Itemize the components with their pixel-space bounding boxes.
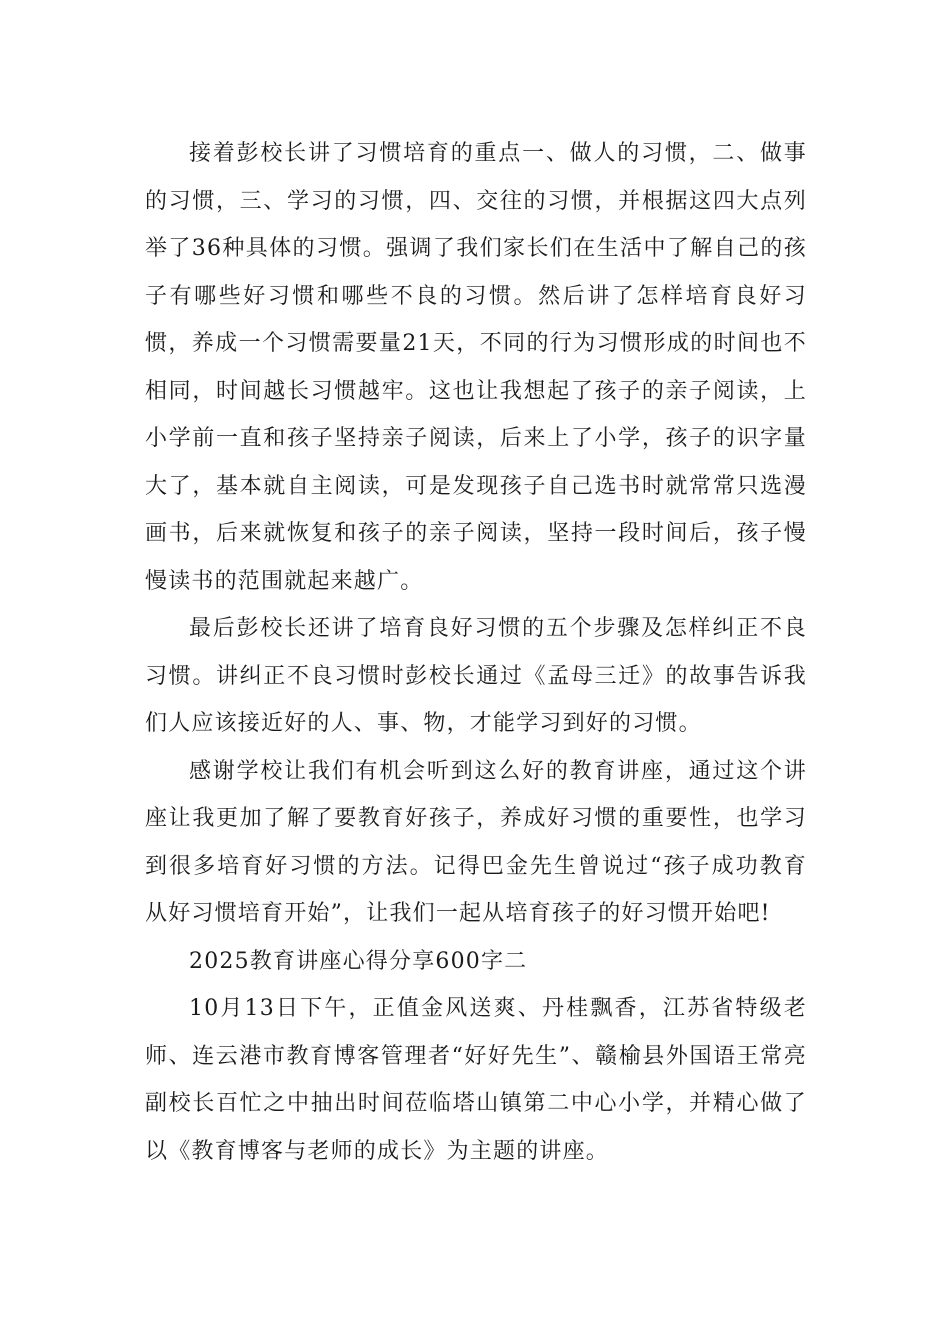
paragraph-lecture-intro: 10月13日下午，正值金风送爽、丹桂飘香，江苏省特级老师、连云港市教育博客管理者“好好先生”、赣榆县外国语王常亮副校长百忙之中抽出时间莅临塔山镇第二中心小学，并精心做了以《教育博客与老师的成长》为主题的讲座。	[145, 996, 807, 1164]
paragraph-five-steps: 最后彭校长还讲了培育良好习惯的五个步骤及怎样纠正不良习惯。讲纠正不良习惯时彭校长通过《孟母三迁》的故事告诉我们人应该接近好的人、事、物，才能学习到好的习惯。	[145, 616, 807, 736]
paragraph-thanks: 感谢学校让我们有机会听到这么好的教育讲座，通过这个讲座让我更加了解了要教育好孩子，养成好习惯的重要性，也学习到很多培育好习惯的方法。记得巴金先生曾说过“孩子成功教育从好习惯培育开始”，让我们一起从培育孩子的好习惯开始吧!	[145, 758, 807, 926]
section-title: 2025教育讲座心得分享600字二	[189, 948, 528, 974]
paragraph-habits-overview: 接着彭校长讲了习惯培育的重点一、做人的习惯，二、做事的习惯，三、学习的习惯，四、交往的习惯，并根据这四大点列举了36种具体的习惯。强调了我们家长们在生活中了解自己的孩子有哪些好习惯和哪些不良的习惯。然后讲了怎样培育良好习惯，养成一个习惯需要量21天，不同的行为习惯形成的时间也不相同，时间越长习惯越牢。这也让我想起了孩子的亲子阅读，上小学前一直和孩子坚持亲子阅读，后来上了小学，孩子的识字量大了，基本就自主阅读，可是发现孩子自己选书时就常常只选漫画书，后来就恢复和孩子的亲子阅读，坚持一段时间后，孩子慢慢读书的范围就起来越广。	[145, 141, 807, 594]
document-body	[145, 130, 807, 1175]
